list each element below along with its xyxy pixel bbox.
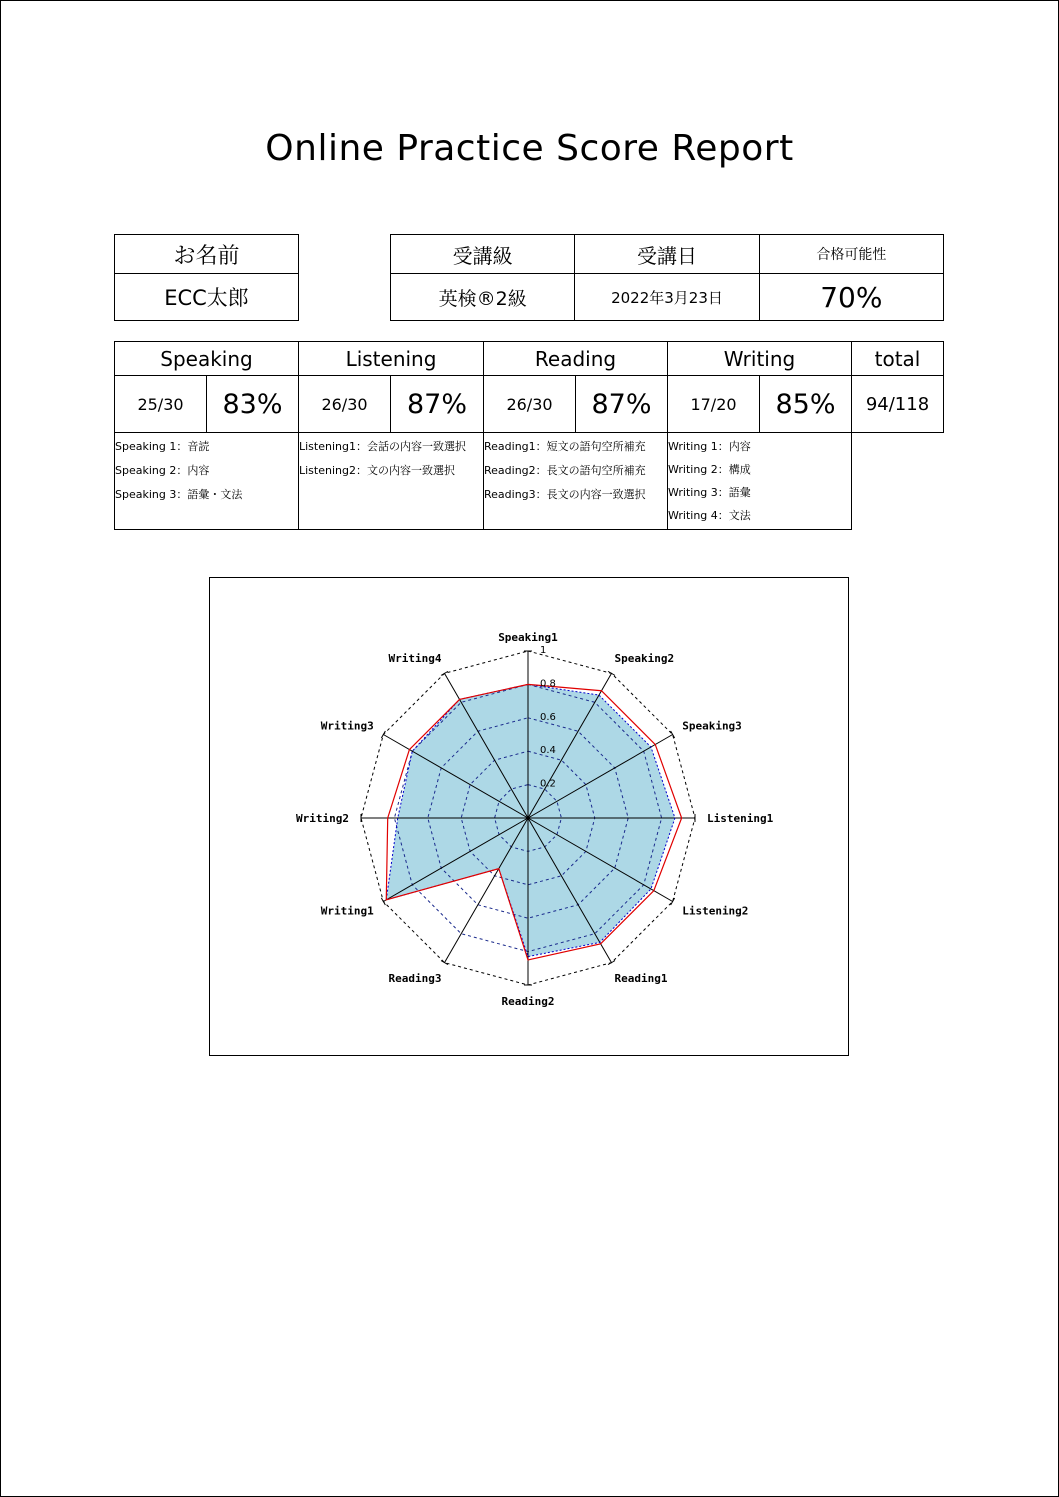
axis-end-tick: [441, 671, 448, 675]
detail-item: Speaking 2：内容: [115, 464, 210, 477]
page-title: Online Practice Score Report: [265, 128, 794, 169]
axis-end-tick: [381, 731, 385, 738]
detail-item: Writing 1：内容: [668, 440, 751, 453]
detail-item: Speaking 1：音読: [115, 440, 210, 453]
pass-likelihood: 70%: [759, 274, 943, 321]
student-name-table: [114, 234, 299, 321]
section-listening-header: Listening: [299, 342, 484, 376]
radar-chart-frame: [209, 577, 849, 1056]
radial-tick-label: 0.2: [540, 778, 556, 790]
radial-tick-label: 0.8: [540, 678, 556, 690]
speaking-details: [115, 433, 299, 530]
student-name: ECC太郎: [115, 274, 299, 321]
reading-percent: 87%: [576, 376, 668, 433]
category-label: Listening2: [682, 904, 749, 918]
category-label: Speaking2: [614, 651, 675, 665]
writing-percent: 85%: [760, 376, 852, 433]
axis-end-tick: [671, 731, 675, 738]
radar-chart: [210, 578, 848, 1055]
axis-end-tick: [441, 961, 448, 965]
category-label: Reading3: [388, 972, 442, 986]
pass-likelihood-label: 合格可能性: [759, 235, 943, 274]
axis-end-tick: [608, 961, 615, 965]
listening-percent: 87%: [391, 376, 484, 433]
axis-end-tick: [608, 671, 615, 675]
total-score: 94/118: [852, 376, 944, 433]
section-reading-header: Reading: [484, 342, 668, 376]
category-label: Speaking3: [682, 719, 742, 733]
category-label: Writing2: [296, 812, 349, 825]
category-label: Reading1: [614, 972, 668, 986]
axis-end-tick: [671, 898, 675, 905]
writing-details: [668, 433, 852, 530]
category-label: Speaking1: [498, 631, 558, 644]
course-info-table: [390, 234, 944, 321]
listening-score: 26/30: [299, 376, 391, 433]
course-level: 英検®2級: [391, 274, 575, 321]
reading-details: [484, 433, 668, 530]
reading-score: 26/30: [484, 376, 576, 433]
radial-tick-label: 0.6: [540, 711, 556, 723]
series-fill-area: [386, 684, 675, 956]
axis-end-tick: [381, 898, 385, 905]
level-label: 受講級: [391, 235, 575, 274]
detail-item: Reading2：長文の語句空所補充: [484, 464, 646, 477]
detail-item: Writing 2：構成: [668, 463, 751, 476]
course-date: 2022年3月23日: [575, 274, 759, 321]
detail-item: Writing 3：語彙: [668, 486, 751, 499]
category-label: Writing4: [388, 651, 442, 665]
section-speaking-header: Speaking: [115, 342, 299, 376]
radial-tick-label: 1: [540, 645, 547, 656]
detail-item: Speaking 3：語彙・文法: [115, 488, 243, 501]
date-label: 受講日: [575, 235, 759, 274]
category-label: Writing3: [320, 719, 374, 733]
total-details-empty: [852, 433, 944, 530]
name-label: お名前: [115, 235, 299, 274]
detail-item: Reading1：短文の語句空所補充: [484, 440, 646, 453]
detail-item: Listening1：会話の内容一致選択: [299, 440, 466, 453]
speaking-percent: 83%: [207, 376, 299, 433]
listening-details: [299, 433, 484, 530]
category-label: Reading2: [501, 995, 555, 1008]
category-label: Writing1: [320, 904, 374, 918]
detail-item: Writing 4：文法: [668, 509, 751, 522]
detail-item: Listening2：文の内容一致選択: [299, 464, 455, 477]
total-header: total: [852, 342, 944, 376]
detail-item: Reading3：長文の内容一致選択: [484, 488, 646, 501]
speaking-score: 25/30: [115, 376, 207, 433]
score-table: [114, 341, 944, 530]
category-label: Listening1: [707, 812, 774, 825]
radial-tick-label: 0.4: [540, 745, 556, 757]
section-writing-header: Writing: [668, 342, 852, 376]
writing-score: 17/20: [668, 376, 760, 433]
